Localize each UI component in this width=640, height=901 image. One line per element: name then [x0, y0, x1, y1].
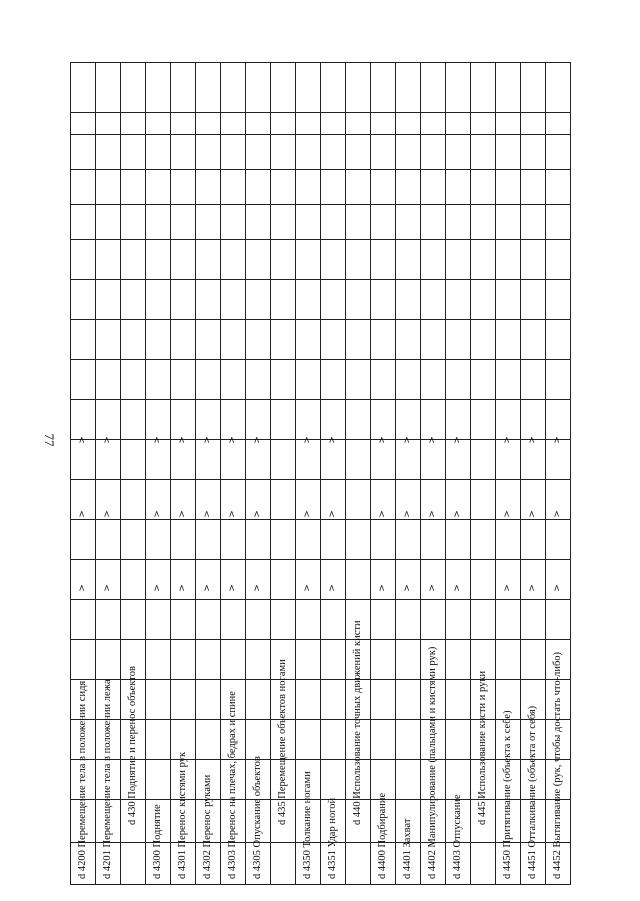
row-divider — [545, 62, 546, 885]
row-divider — [195, 62, 196, 885]
section-heading: d 445 Использование кисти и руки — [476, 670, 488, 825]
check-mark: > — [102, 436, 112, 444]
item-label: d 4451 Отталкивание (объекта от себя) — [526, 705, 538, 879]
column-divider — [70, 359, 570, 360]
check-mark: > — [252, 436, 262, 444]
assessment-table — [70, 62, 570, 885]
row-divider — [570, 62, 571, 885]
column-divider — [70, 239, 570, 240]
row-divider — [520, 62, 521, 885]
column-divider — [70, 204, 570, 205]
row-divider — [170, 62, 171, 885]
section-heading: d 440 Использование точных движений кисти — [351, 620, 363, 825]
section-heading: d 430 Поднятие и перенос объектов — [126, 666, 138, 825]
column-divider — [70, 884, 570, 885]
row-divider — [420, 62, 421, 885]
check-mark: > — [77, 436, 87, 444]
column-divider — [70, 479, 570, 480]
check-mark: > — [302, 436, 312, 444]
check-mark: > — [252, 510, 262, 518]
row-divider — [470, 62, 471, 885]
check-mark: > — [427, 584, 437, 592]
item-label: d 4452 Вытягивание (рук, чтобы достать что-либо) — [551, 651, 563, 879]
row-divider — [120, 62, 121, 885]
column-divider — [70, 759, 570, 760]
check-mark: > — [202, 584, 212, 592]
item-label: d 4400 Подбирание — [376, 792, 388, 879]
row-divider — [345, 62, 346, 885]
check-mark: > — [452, 510, 462, 518]
check-mark: > — [152, 436, 162, 444]
column-divider — [70, 679, 570, 680]
item-label: d 4200 Перемещение тела в положении сидя — [76, 680, 88, 879]
section-heading: d 435 Перемещение объектов ногами — [276, 659, 288, 825]
check-mark: > — [527, 436, 537, 444]
row-divider — [70, 62, 71, 885]
row-divider — [220, 62, 221, 885]
item-label: d 4401 Захват — [401, 818, 413, 879]
check-mark: > — [177, 584, 187, 592]
column-divider — [70, 842, 570, 843]
item-label: d 4303 Перенос на плечах, бедрах и спине — [226, 691, 238, 879]
check-mark: > — [302, 584, 312, 592]
check-mark: > — [377, 584, 387, 592]
item-label: d 4300 Поднятие — [151, 804, 163, 879]
item-label: d 4403 Отпускание — [451, 794, 463, 879]
check-mark: > — [502, 436, 512, 444]
check-mark: > — [227, 584, 237, 592]
check-mark: > — [452, 584, 462, 592]
check-mark: > — [402, 510, 412, 518]
check-mark: > — [552, 584, 562, 592]
check-mark: > — [152, 584, 162, 592]
check-mark: > — [502, 584, 512, 592]
check-mark: > — [102, 584, 112, 592]
check-mark: > — [177, 510, 187, 518]
check-mark: > — [252, 584, 262, 592]
row-divider — [295, 62, 296, 885]
row-divider — [370, 62, 371, 885]
row-divider — [445, 62, 446, 885]
check-mark: > — [502, 510, 512, 518]
check-mark: > — [427, 436, 437, 444]
check-mark: > — [402, 436, 412, 444]
check-mark: > — [377, 436, 387, 444]
column-divider — [70, 279, 570, 280]
column-divider — [70, 799, 570, 800]
row-divider — [320, 62, 321, 885]
check-mark: > — [327, 584, 337, 592]
check-mark: > — [552, 510, 562, 518]
check-mark: > — [302, 510, 312, 518]
check-mark: > — [402, 584, 412, 592]
column-divider — [70, 559, 570, 560]
column-divider — [70, 112, 570, 113]
check-mark: > — [377, 510, 387, 518]
check-mark: > — [327, 510, 337, 518]
check-mark: > — [77, 510, 87, 518]
check-mark: > — [527, 584, 537, 592]
check-mark: > — [177, 436, 187, 444]
row-divider — [495, 62, 496, 885]
check-mark: > — [202, 510, 212, 518]
column-divider — [70, 399, 570, 400]
check-mark: > — [202, 436, 212, 444]
item-label: d 4350 Толкание ногами — [301, 771, 313, 879]
item-label: d 4402 Манипулирование (пальцами и кистями рук) — [426, 646, 438, 879]
check-mark: > — [327, 436, 337, 444]
check-mark: > — [552, 436, 562, 444]
check-mark: > — [452, 436, 462, 444]
page-number: 77 — [42, 433, 57, 447]
column-divider — [70, 134, 570, 135]
item-label: d 4302 Перенос руками — [201, 774, 213, 879]
row-divider — [245, 62, 246, 885]
row-divider — [270, 62, 271, 885]
item-label: d 4201 Перемещение тела в положении лежа — [101, 679, 113, 879]
check-mark: > — [527, 510, 537, 518]
item-label: d 4450 Притягивание (объекта к себе) — [501, 710, 513, 879]
check-mark: > — [227, 436, 237, 444]
column-divider — [70, 599, 570, 600]
check-mark: > — [77, 584, 87, 592]
check-mark: > — [227, 510, 237, 518]
column-divider — [70, 62, 570, 63]
column-divider — [70, 719, 570, 720]
item-label: d 4351 Удар ногой — [326, 797, 338, 879]
row-divider — [95, 62, 96, 885]
column-divider — [70, 519, 570, 520]
check-mark: > — [427, 510, 437, 518]
column-divider — [70, 319, 570, 320]
column-divider — [70, 169, 570, 170]
column-divider — [70, 639, 570, 640]
check-mark: > — [102, 510, 112, 518]
check-mark: > — [152, 510, 162, 518]
item-label: d 4301 Перенос кистями рук — [176, 751, 188, 879]
column-divider — [70, 439, 570, 440]
row-divider — [145, 62, 146, 885]
item-label: d 4305 Опускание объектов — [251, 756, 263, 879]
row-divider — [395, 62, 396, 885]
